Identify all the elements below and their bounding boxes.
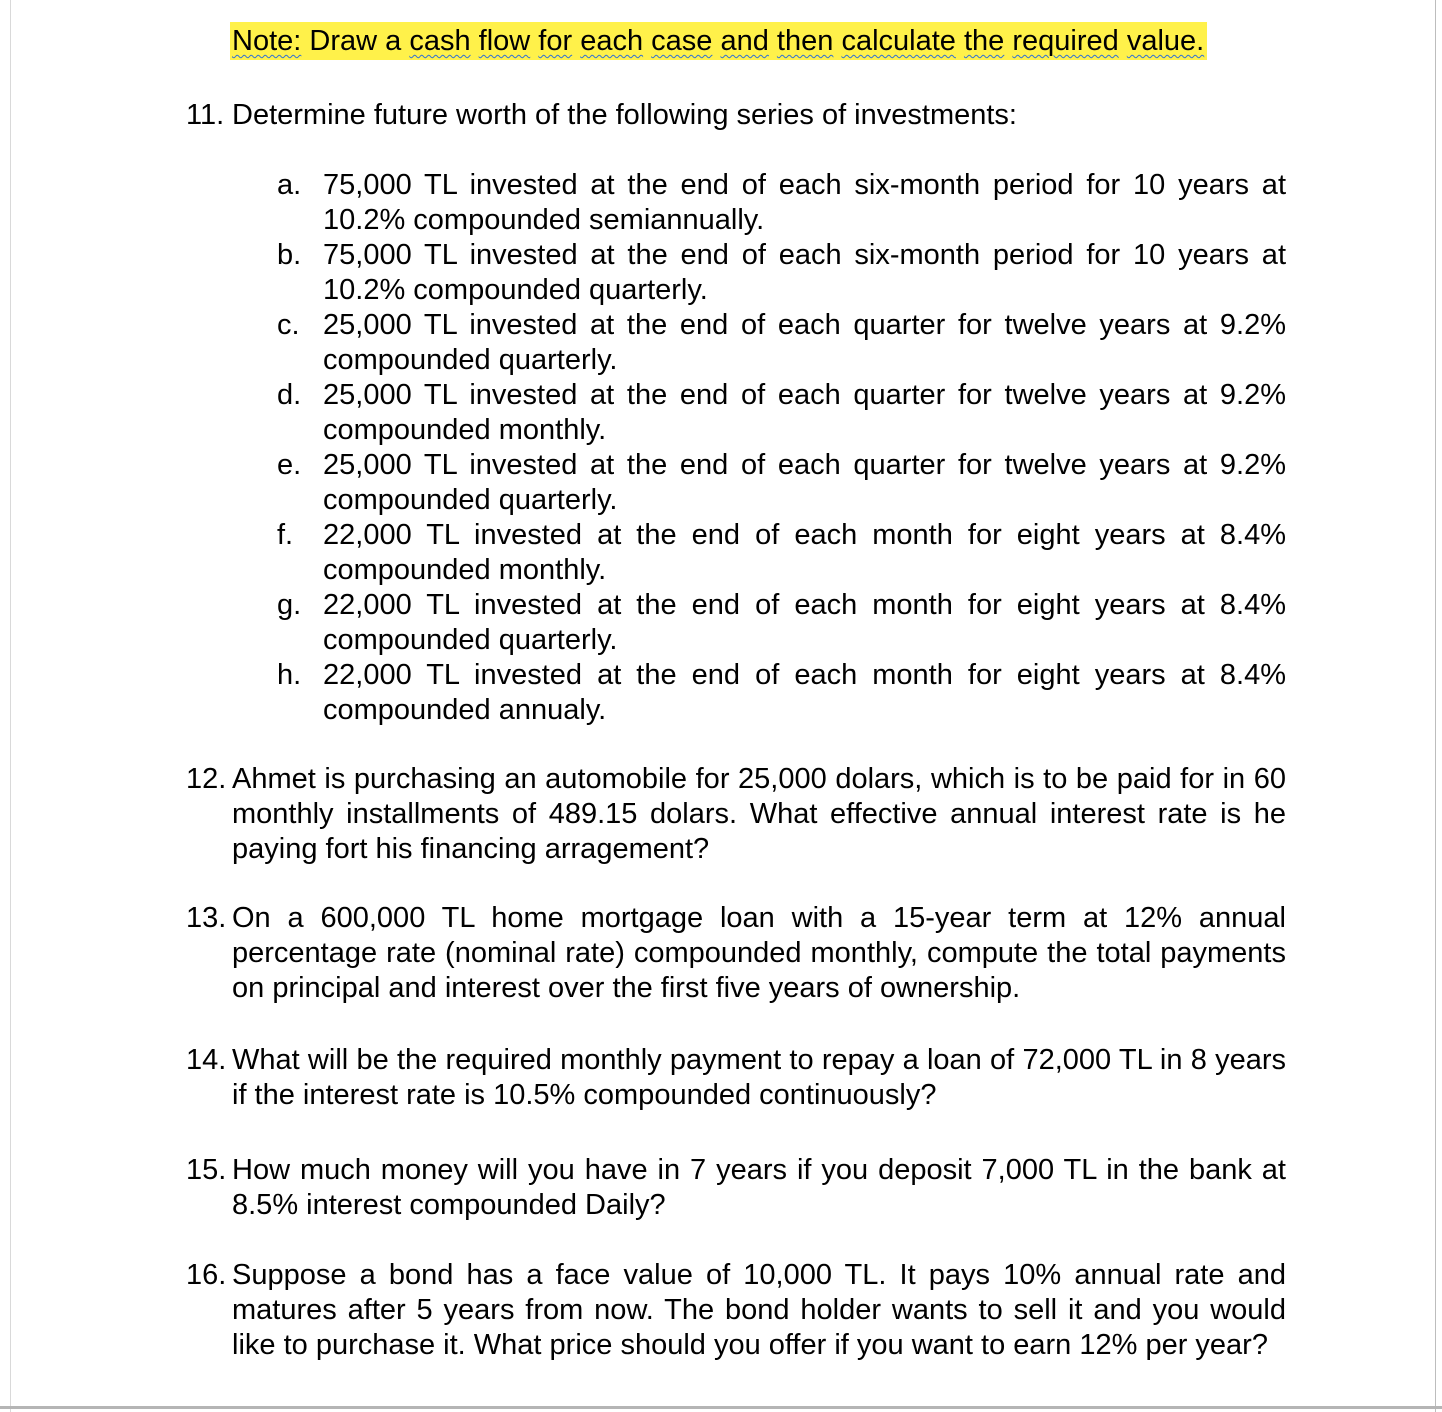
question-11-item-b: [277, 238, 1286, 308]
question-number: 14.: [186, 1044, 227, 1076]
note-word: calculate: [841, 25, 956, 57]
question-15: [186, 1153, 1286, 1223]
highlighted-note: [230, 22, 1207, 60]
question-text: Suppose a bond has a face value of 10,000 TL. It pays 10% annual rate and matures after 5 years from now. The bond holder wants to sell it and you would like to purchase it. What price should you offer if you want to earn 12% per year?: [232, 1259, 1286, 1361]
item-letter: a.: [277, 169, 302, 201]
note-word: then: [776, 25, 834, 57]
item-letter: g.: [277, 589, 302, 621]
question-11-item-g: [277, 588, 1286, 658]
note-word: Note:: [232, 25, 302, 57]
question-11-item-d: [277, 378, 1286, 448]
page-bottom-border: [0, 1406, 1442, 1409]
note-word: flow: [478, 25, 531, 57]
question-13: [186, 901, 1286, 1006]
item-text: 75,000 TL invested at the end of each six-month period for 10 years at 10.2% compounded semiannually.: [323, 169, 1286, 236]
note-word: cash: [409, 25, 471, 57]
note-word: the: [963, 25, 1005, 57]
note-word: required: [1012, 25, 1119, 57]
item-letter: h.: [277, 659, 302, 691]
question-11-item-f: [277, 518, 1286, 588]
note-word: Draw a: [309, 25, 402, 57]
question-text: Ahmet is purchasing an automobile for 25,000 dolars, which is to be paid for in 60 monthly installments of 489.15 dolars. What effective annual interest rate is he paying fort his financing arragement?: [232, 763, 1286, 865]
item-text: 25,000 TL invested at the end of each quarter for twelve years at 9.2% compounded monthly.: [323, 379, 1286, 446]
item-letter: f.: [277, 519, 294, 551]
item-letter: e.: [277, 449, 302, 481]
question-number: 12.: [186, 763, 227, 795]
question-11-item-h: [277, 658, 1286, 728]
item-text: 75,000 TL invested at the end of each six-month period for 10 years at 10.2% compounded quarterly.: [323, 239, 1286, 306]
item-text: 25,000 TL invested at the end of each quarter for twelve years at 9.2% compounded quarterly.: [323, 309, 1286, 376]
question-16: [186, 1258, 1286, 1363]
question-text: Determine future worth of the following series of investments:: [232, 99, 1017, 131]
question-text: How much money will you have in 7 years if you deposit 7,000 TL in the bank at 8.5% interest compounded Daily?: [232, 1154, 1286, 1221]
item-letter: b.: [277, 239, 302, 271]
item-text: 25,000 TL invested at the end of each quarter for twelve years at 9.2% compounded quarterly.: [323, 449, 1286, 516]
question-11-item-c: [277, 308, 1286, 378]
note-word: case: [651, 25, 713, 57]
question-number: 16.: [186, 1259, 227, 1291]
item-letter: d.: [277, 379, 302, 411]
note-word: each: [580, 25, 644, 57]
note-word: value.: [1126, 25, 1205, 57]
note-word: and: [720, 25, 769, 57]
page-left-border: [10, 0, 11, 1412]
question-number: 13.: [186, 902, 227, 934]
question-11: [186, 98, 1286, 133]
question-11-item-e: [277, 448, 1286, 518]
question-12: [186, 762, 1286, 867]
page-right-border: [1435, 0, 1436, 1412]
question-number: 15.: [186, 1154, 227, 1186]
question-text: What will be the required monthly payment to repay a loan of 72,000 TL in 8 years if the interest rate is 10.5% compounded continuously?: [232, 1044, 1286, 1111]
question-11-item-a: [277, 168, 1286, 238]
question-number: 11.: [186, 99, 225, 131]
question-text: On a 600,000 TL home mortgage loan with a 15-year term at 12% annual percentage rate (nominal rate) compounded monthly, compute the total payments on principal and interest over the first five years of ownership.: [232, 902, 1286, 1004]
item-letter: c.: [277, 309, 300, 341]
question-14: [186, 1043, 1286, 1113]
note-word: for: [538, 25, 573, 57]
item-text: 22,000 TL invested at the end of each month for eight years at 8.4% compounded annualy.: [323, 659, 1286, 726]
item-text: 22,000 TL invested at the end of each month for eight years at 8.4% compounded quarterly.: [323, 589, 1286, 656]
item-text: 22,000 TL invested at the end of each month for eight years at 8.4% compounded monthly.: [323, 519, 1286, 586]
